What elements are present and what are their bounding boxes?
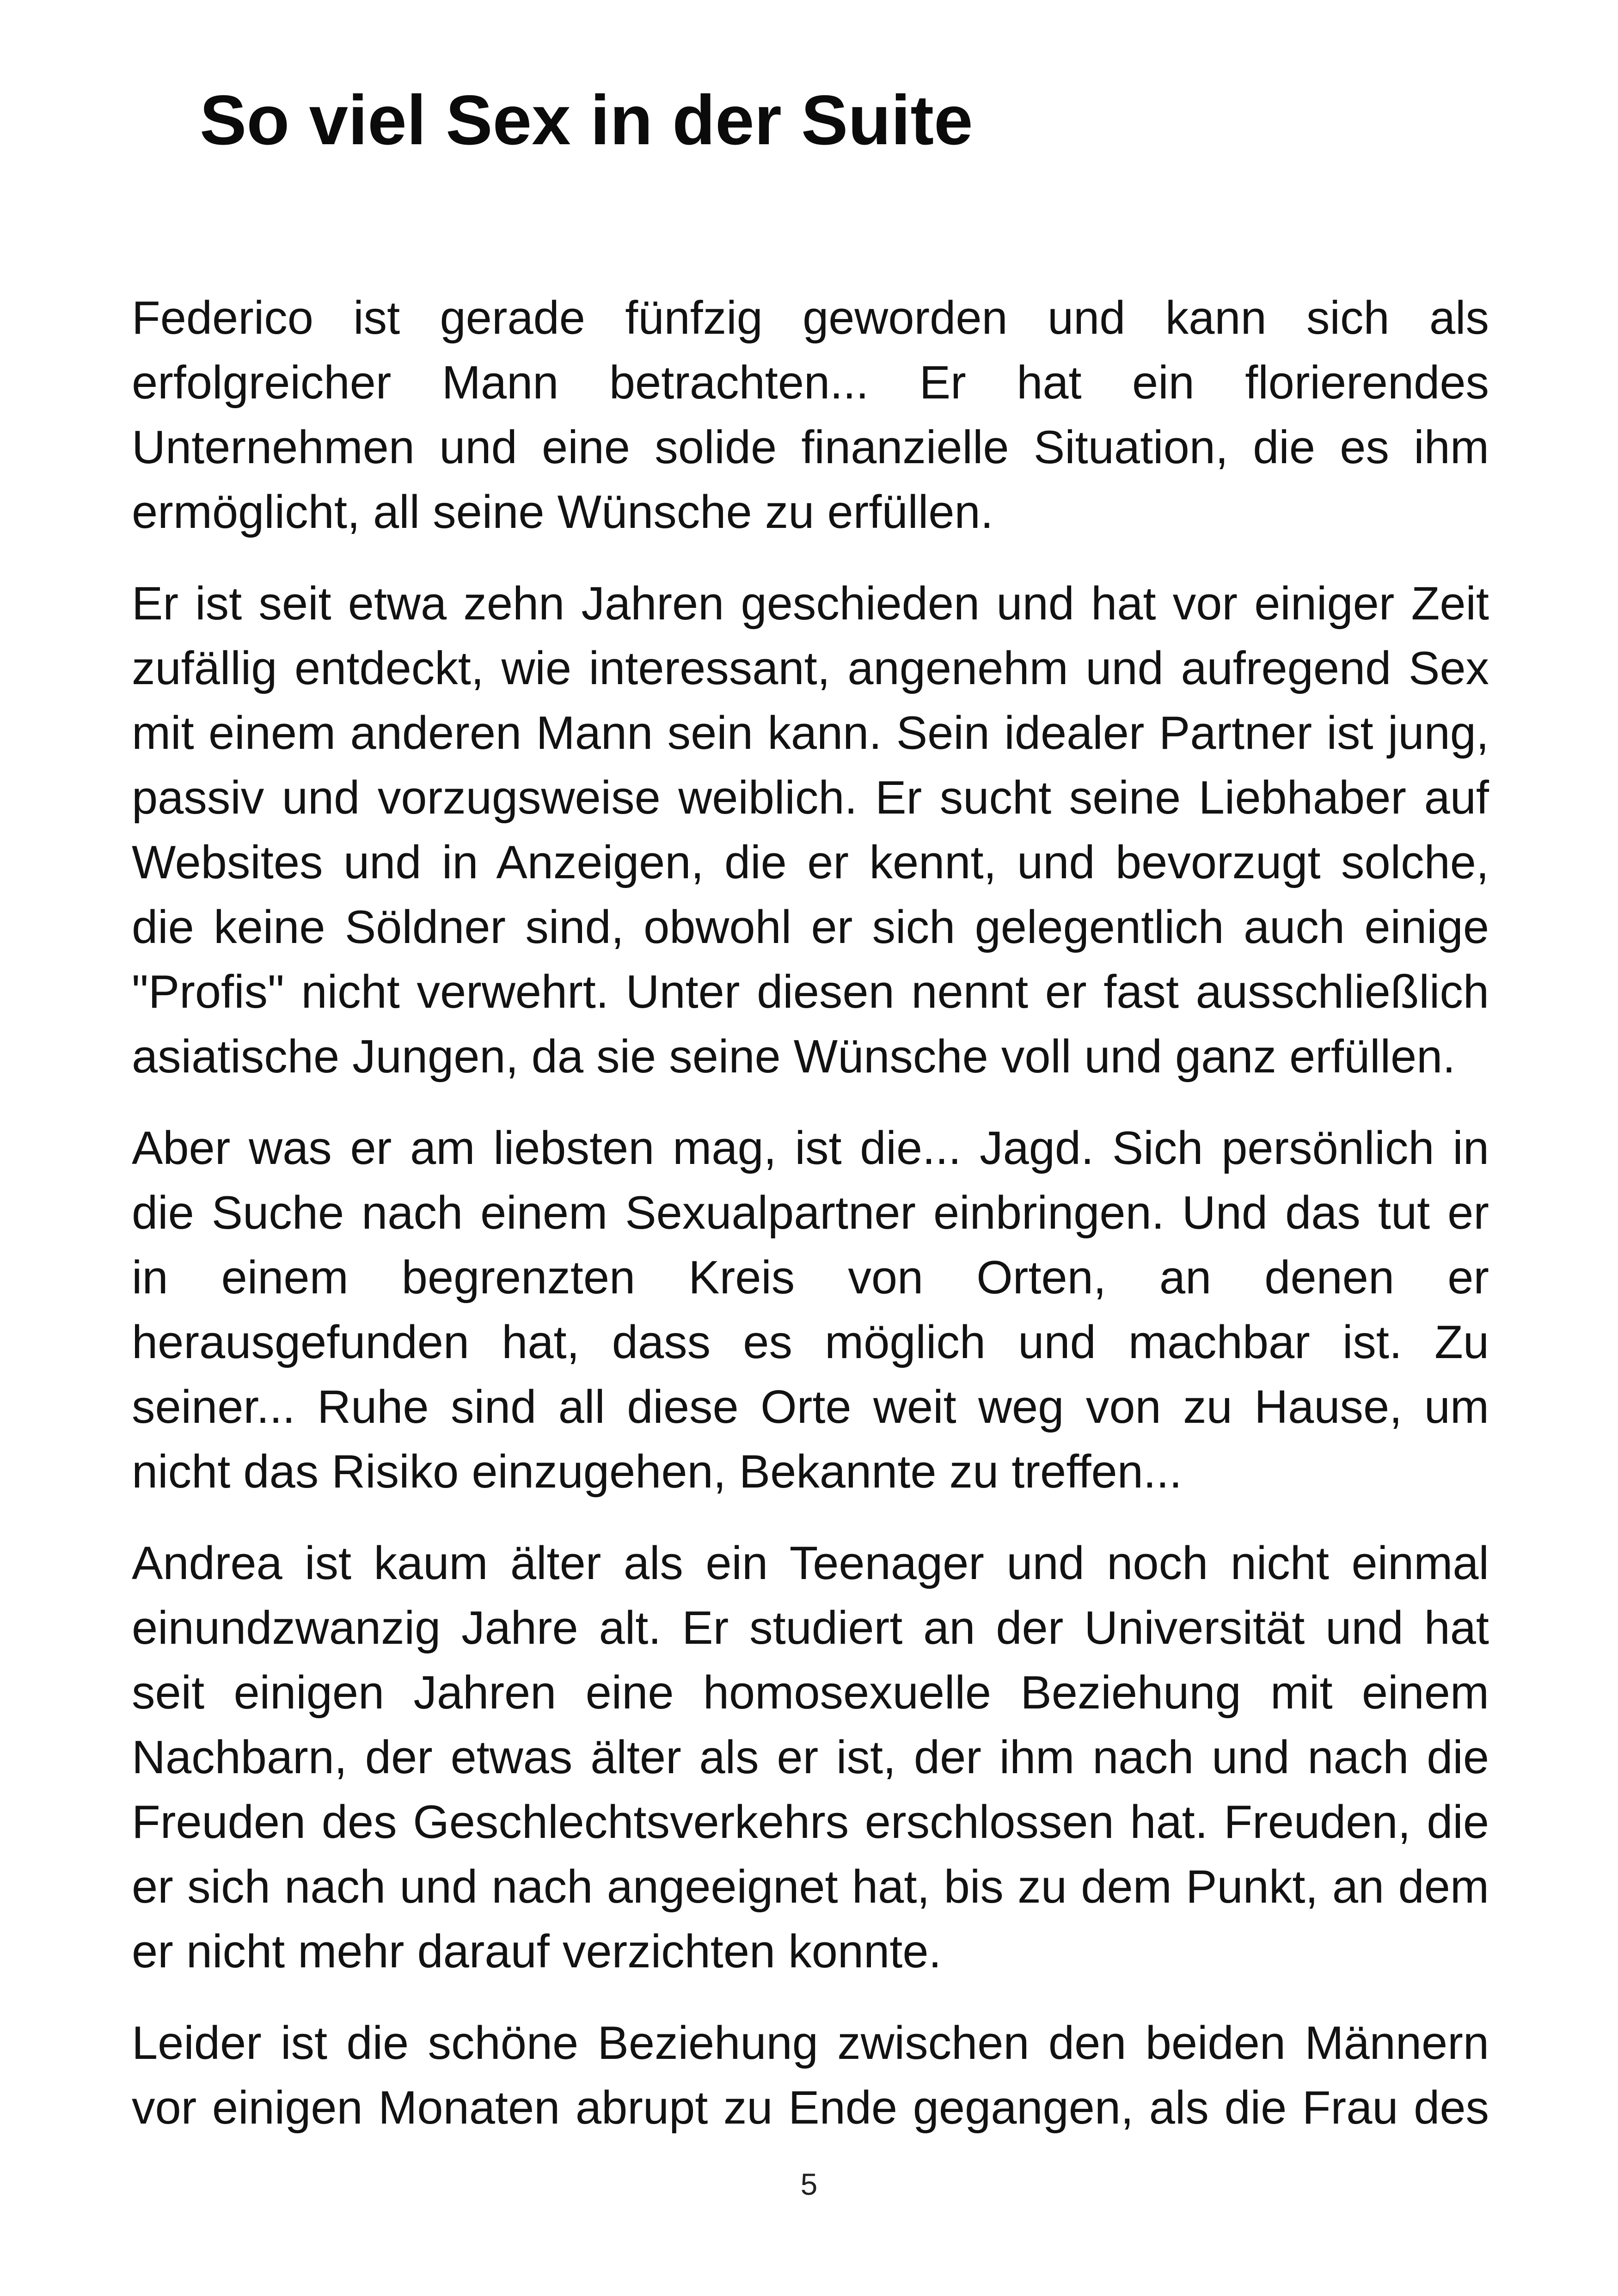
paragraph: Aber was er am liebsten mag, ist die... Jagd. Sich persönlich in die Suche nach einem Sexualpartner einbringen. Und das tut er in einem begrenzten Kreis von Orten, an denen er herausgefunden hat, dass es möglich und machbar ist. Zu seiner... Ruhe sind all diese Orte weit weg von zu Hause, um nicht das Risiko einzugehen, Bekannte zu treffen... xyxy=(132,1122,1489,1498)
paragraph: Er ist seit etwa zehn Jahren geschieden und hat vor einiger Zeit zufällig entdeckt, wie interessant, angenehm und aufregend Sex mit einem anderen Mann sein kann. Sein idealer Partner ist jung, passiv und vorzugsweise weiblich. Er sucht seine Liebhaber auf Websites und in Anzeigen, die er kennt, und bevorzugt solche, die keine Söldner sind, obwohl er sich gelegentlich auch einige "Profis" nicht verwehrt. Unter diesen nennt er fast ausschließlich asiatische Jungen, da sie seine Wünsche voll und ganz erfüllen. xyxy=(132,578,1489,1083)
paragraph: Andrea ist kaum älter als ein Teenager und noch nicht einmal einundzwanzig Jahre alt. Er studiert an der Universität und hat seit einigen Jahren eine homosexuelle Beziehung mit einem Nachbarn, der etwas älter als er ist, der ihm nach und nach die Freuden des Geschlechtsverkehrs erschlossen hat. Freuden, die er sich nach und nach angeeignet hat, bis zu dem Punkt, an dem er nicht mehr darauf verzichten konnte. xyxy=(132,1537,1489,1978)
paragraph: Federico ist gerade fünfzig geworden und kann sich als erfolgreicher Mann betrachten... Er hat ein florierendes Unternehmen und eine solide finanzielle Situation, die es ihm ermöglicht, all seine Wünsche zu erfüllen. xyxy=(132,292,1489,538)
page-number: 5 xyxy=(800,2167,818,2201)
chapter-title: So viel Sex in der Suite xyxy=(200,81,973,159)
paragraph: Leider ist die schöne Beziehung zwischen den beiden Männern vor einigen Monaten abrupt zu Ende gegangen, als die Frau des xyxy=(132,2017,1489,2134)
body-text xyxy=(132,286,1489,2167)
